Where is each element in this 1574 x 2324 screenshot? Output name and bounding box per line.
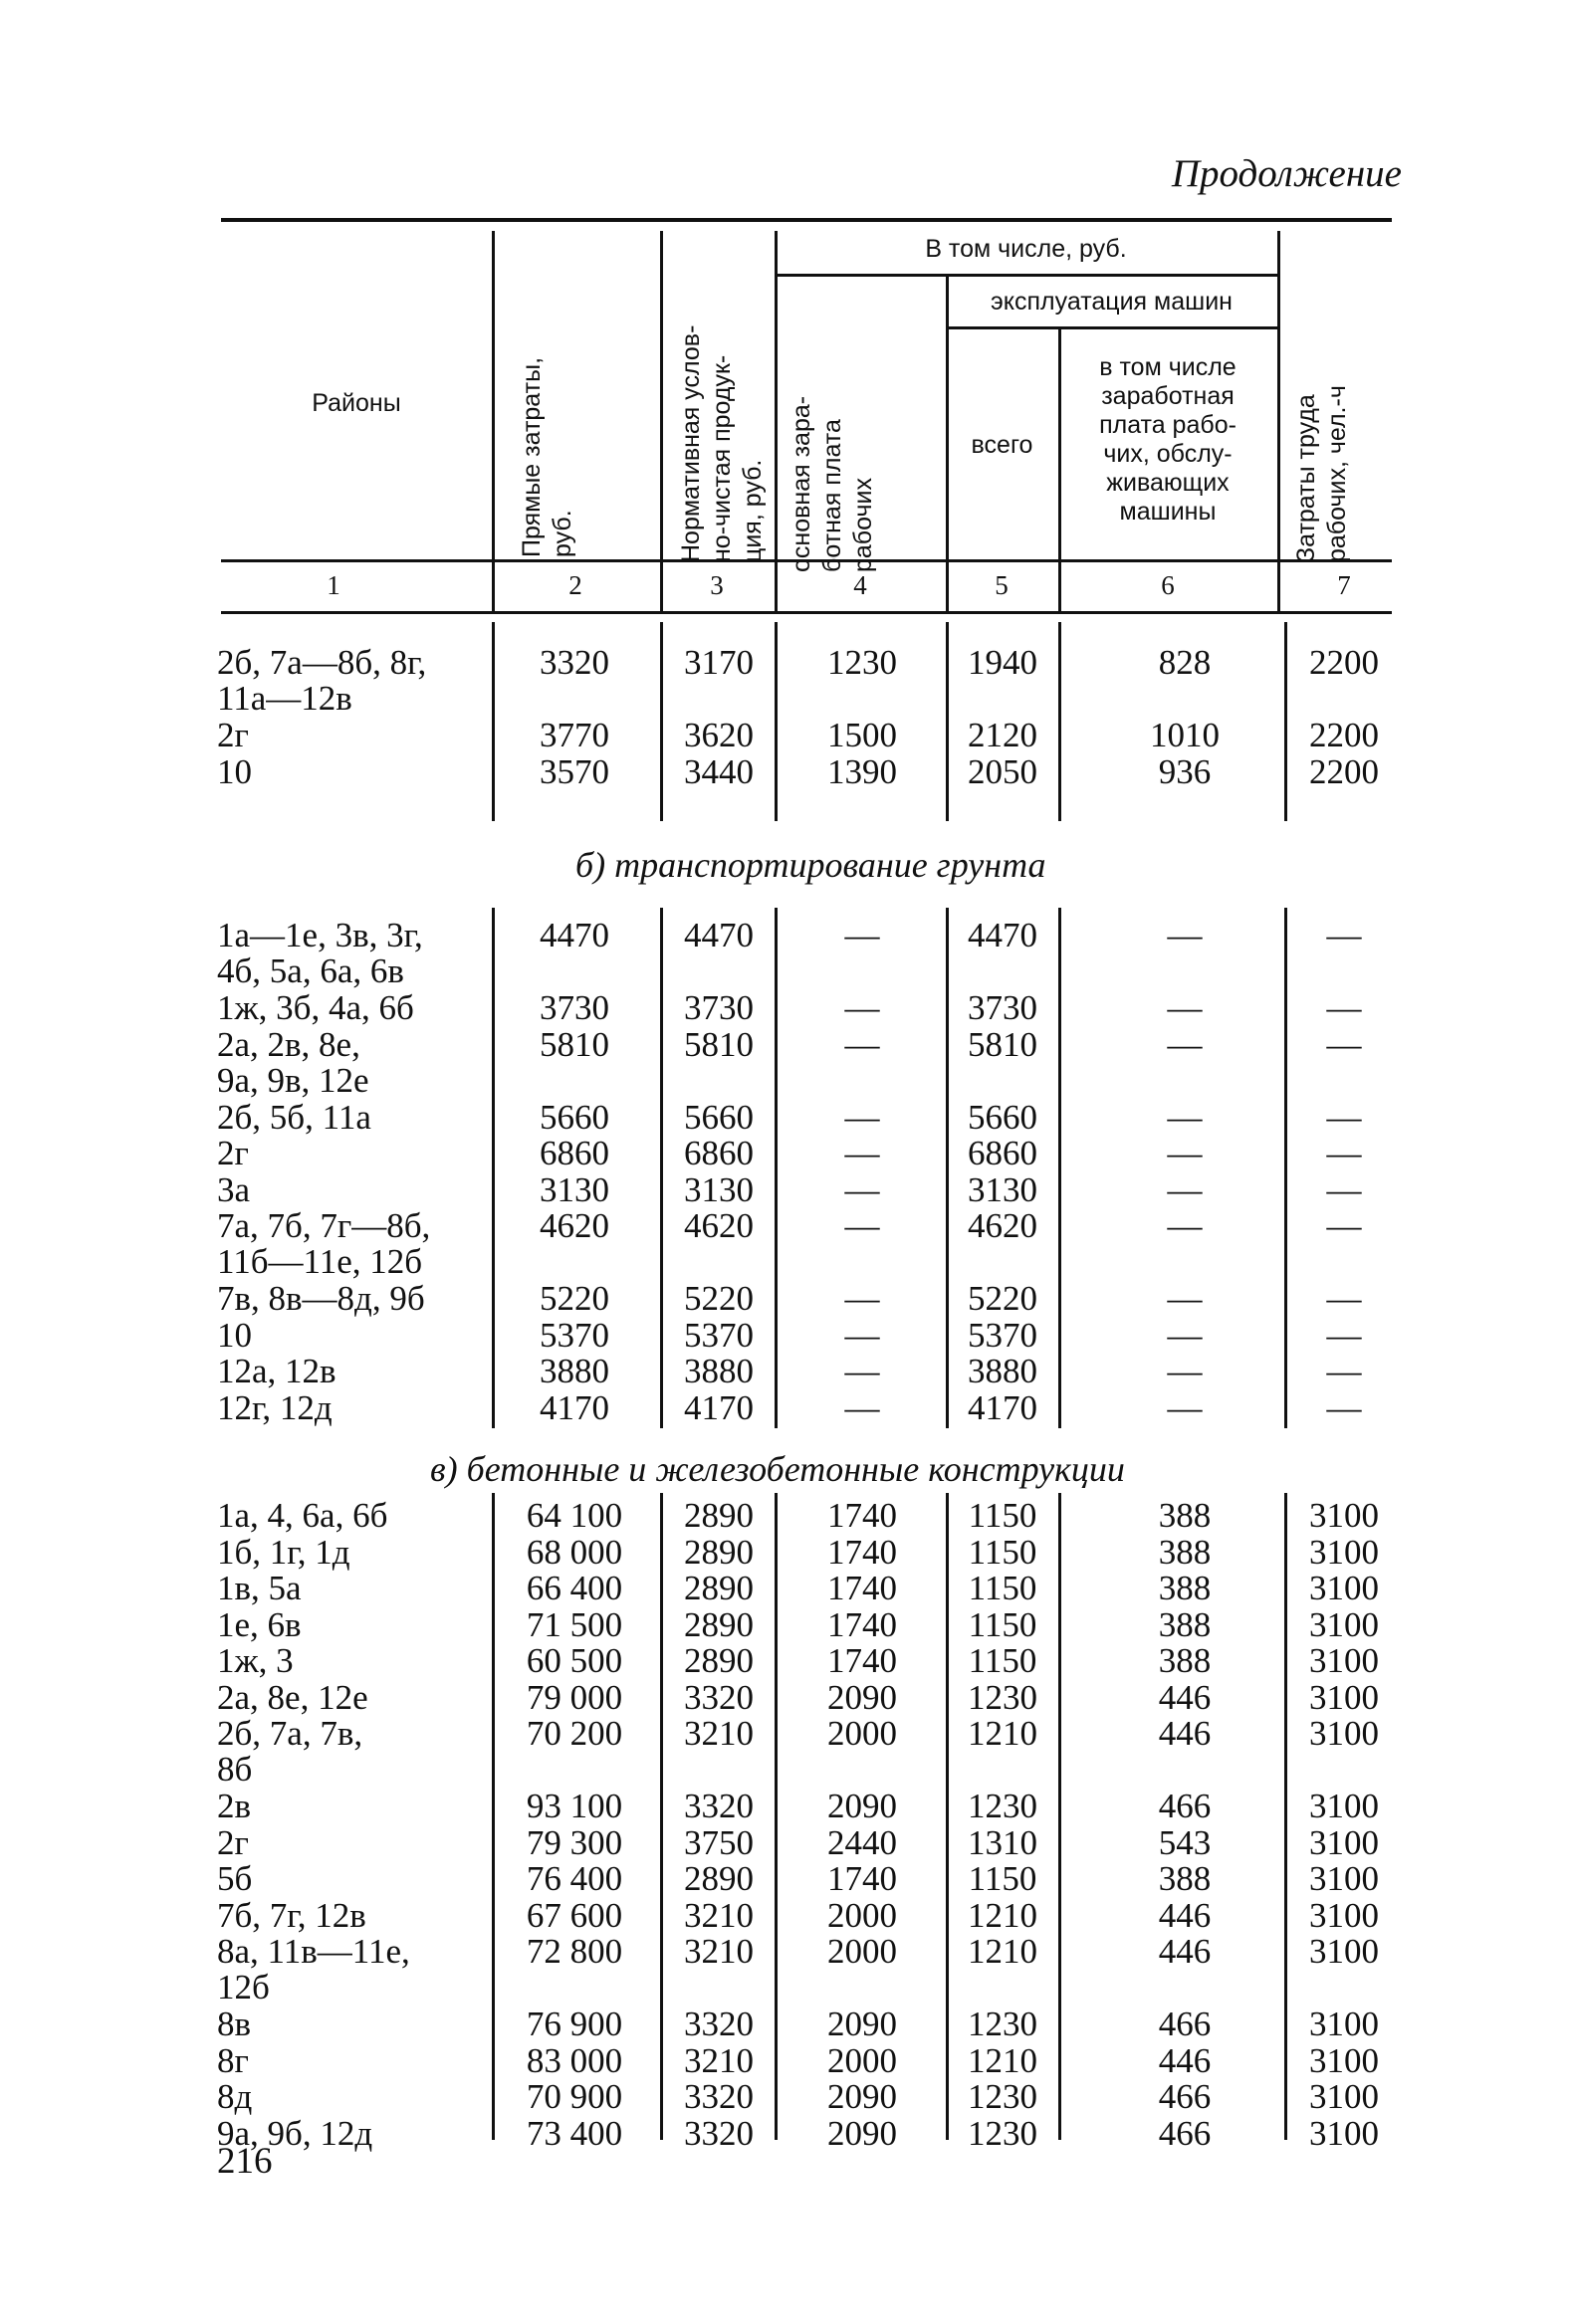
table-cell: 388 [1158, 1641, 1212, 1680]
table-cell: 3100 [1309, 1677, 1379, 1717]
table-cell: — [844, 1315, 880, 1355]
row-label: 2а, 2в, 8е, 9а, 9в, 12е [217, 1024, 369, 1100]
table-cell: 70 200 [526, 1714, 623, 1753]
table-cell: 388 [1158, 1859, 1212, 1898]
table-cell: — [1167, 1134, 1203, 1172]
table-cell: — [1326, 1206, 1362, 1245]
table-cell: 2090 [827, 1677, 897, 1717]
table-cell: — [1167, 916, 1203, 954]
table-cell: 3320 [684, 1677, 754, 1717]
table-cell: 3730 [684, 988, 754, 1027]
table-cell: 1310 [968, 1822, 1037, 1862]
body-c-divider-3 [775, 1493, 778, 2140]
table-cell: 2090 [827, 1787, 897, 1825]
table-cell: 79 300 [526, 1822, 623, 1862]
row-label: 2в [217, 1787, 252, 1825]
table-cell: 3100 [1309, 2005, 1379, 2043]
row-label: 12а, 12в [217, 1352, 337, 1390]
body-b-divider-3 [775, 908, 778, 1428]
table-cell: — [1326, 1279, 1362, 1318]
table-cell: 4470 [684, 916, 754, 954]
table-cell: 3130 [540, 1169, 609, 1209]
table-cell: 83 000 [526, 2040, 623, 2080]
body-a-divider-5 [1058, 622, 1061, 821]
colnum-1: 1 [327, 570, 340, 600]
row-label: 1а, 4, 6а, 6б [217, 1496, 388, 1535]
header-base-wages: основная зара- ботная плата рабочих [787, 395, 877, 572]
table-cell: 2890 [684, 1496, 754, 1535]
table-cell: 5220 [684, 1279, 754, 1318]
table-cell: 2890 [684, 1569, 754, 1607]
table-cell: 3320 [684, 2077, 754, 2116]
table-cell: — [844, 1134, 880, 1172]
table-cell: 5220 [968, 1279, 1037, 1318]
table-cell: 1740 [827, 1604, 897, 1644]
section-b-title: б) транспортирование грунта [575, 845, 1046, 885]
table-cell: 388 [1158, 1604, 1212, 1644]
table-cell: 3170 [684, 643, 754, 682]
table-cell: 3100 [1309, 1859, 1379, 1898]
table-cell: 3130 [684, 1169, 754, 1209]
table-cell: — [844, 1097, 880, 1137]
table-cell: 446 [1158, 1677, 1212, 1717]
colnum-3: 3 [710, 570, 724, 600]
table-cell: — [844, 916, 880, 954]
table-cell: 1740 [827, 1641, 897, 1680]
row-label: 2б, 7а—8б, 8г, 11а—12в [217, 643, 427, 718]
colnum-6: 6 [1161, 570, 1175, 600]
table-cell: 1740 [827, 1569, 897, 1607]
row-label: 8г [217, 2040, 249, 2080]
table-cell: 3320 [684, 1787, 754, 1825]
table-cell: 1500 [827, 716, 897, 754]
table-cell: 3570 [540, 751, 609, 791]
table-cell: — [1167, 1387, 1203, 1427]
table-cell: 3210 [684, 1714, 754, 1753]
table-cell: 2120 [968, 716, 1037, 754]
table-cell: 68 000 [526, 1532, 623, 1572]
table-cell: 72 800 [526, 1932, 623, 1971]
table-cell: 6860 [684, 1134, 754, 1172]
table-cell: 3880 [968, 1352, 1037, 1390]
table-cell: 3100 [1309, 1822, 1379, 1862]
table-cell: 1150 [968, 1641, 1037, 1680]
table-cell: 3100 [1309, 1932, 1379, 1971]
table-cell: 3880 [684, 1352, 754, 1390]
table-cell: 3100 [1309, 1641, 1379, 1680]
table-cell: 1230 [968, 1787, 1037, 1825]
body-c-divider-5 [1058, 1493, 1061, 2140]
table-cell: 3440 [684, 751, 754, 791]
table-cell: — [1326, 988, 1362, 1027]
table-cell: 3620 [684, 716, 754, 754]
table-cell: 3320 [684, 2005, 754, 2043]
row-label: 1а—1е, 3в, 3г, 4б, 5а, 6а, 6в [217, 916, 423, 990]
row-label: 10 [217, 751, 252, 791]
table-cell: 1010 [1150, 716, 1220, 754]
table-cell: 5370 [684, 1315, 754, 1355]
subgroup-rule [946, 326, 1277, 329]
table-cell: 70 900 [526, 2077, 623, 2116]
table-cell: 466 [1158, 2005, 1212, 2043]
row-label: 8а, 11в—11е, 12б [217, 1932, 410, 2007]
table-cell: 1230 [827, 643, 897, 682]
table-cell: — [1326, 1387, 1362, 1427]
table-cell: 446 [1158, 1932, 1212, 1971]
table-cell: 1150 [968, 1859, 1037, 1898]
table-cell: 3210 [684, 2040, 754, 2080]
table-cell: 1150 [968, 1532, 1037, 1572]
table-cell: 1740 [827, 1532, 897, 1572]
table-cell: 67 600 [526, 1895, 623, 1935]
table-cell: 4620 [968, 1206, 1037, 1245]
row-label: 1е, 6в [217, 1604, 302, 1644]
row-label: 7а, 7б, 7г—8б, 11б—11е, 12б [217, 1206, 431, 1281]
table-cell: 4170 [540, 1387, 609, 1427]
table-cell: 466 [1158, 1787, 1212, 1825]
table-cell: 3880 [540, 1352, 609, 1390]
table-cell: — [1326, 1315, 1362, 1355]
table-cell: 4620 [684, 1206, 754, 1245]
table-cell: 3210 [684, 1932, 754, 1971]
table-cell: — [1326, 1169, 1362, 1209]
table-cell: — [844, 1387, 880, 1427]
header-machine-operation: эксплуатация машин [991, 288, 1233, 316]
table-cell: 2890 [684, 1532, 754, 1572]
header-divider-3 [775, 231, 778, 611]
table-cell: — [1326, 1134, 1362, 1172]
table-cell: — [1167, 988, 1203, 1027]
table-cell: — [844, 1206, 880, 1245]
colnum-5: 5 [995, 570, 1009, 600]
table-cell: 446 [1158, 2040, 1212, 2080]
header-divider-2 [660, 231, 663, 611]
table-cell: — [1326, 1097, 1362, 1137]
table-cell: 2000 [827, 1895, 897, 1935]
table-cell: 1230 [968, 2113, 1037, 2153]
table-cell: 3100 [1309, 1532, 1379, 1572]
row-label: 2а, 8е, 12е [217, 1677, 368, 1717]
colnum-4: 4 [853, 570, 867, 600]
table-cell: 1150 [968, 1569, 1037, 1607]
body-a-divider-3 [775, 622, 778, 821]
table-cell: 936 [1158, 751, 1212, 791]
table-cell: — [1167, 1206, 1203, 1245]
table-cell: 828 [1158, 643, 1212, 682]
row-label: 5б [217, 1859, 253, 1898]
table-cell: 2000 [827, 1714, 897, 1753]
table-cell: 466 [1158, 2113, 1212, 2153]
colnum-7: 7 [1337, 570, 1351, 600]
table-cell: 4620 [540, 1206, 609, 1245]
table-cell: 1230 [968, 1677, 1037, 1717]
row-label: 1ж, 3б, 4а, 6б [217, 988, 414, 1027]
page-number: 216 [217, 2141, 273, 2182]
table-cell: 5660 [684, 1097, 754, 1137]
row-label: 2г [217, 1822, 249, 1862]
row-label: 3а [217, 1169, 251, 1209]
table-cell: 1150 [968, 1496, 1037, 1535]
table-cell: 1150 [968, 1604, 1037, 1644]
table-cell: 388 [1158, 1532, 1212, 1572]
top-rule [221, 218, 1392, 222]
table-cell: 3100 [1309, 1569, 1379, 1607]
header-divider-6 [1277, 231, 1280, 611]
table-cell: 446 [1158, 1714, 1212, 1753]
table-cell: 3750 [684, 1822, 754, 1862]
header-machine-wages: в том числе заработная плата рабо- чих, обслу- живающих машины [1099, 353, 1237, 526]
table-cell: — [1326, 916, 1362, 954]
table-cell: — [1167, 1169, 1203, 1209]
table-cell: 3100 [1309, 1895, 1379, 1935]
table-cell: 3730 [968, 988, 1037, 1027]
table-cell: 1210 [968, 1714, 1037, 1753]
table-cell: 3100 [1309, 1714, 1379, 1753]
header-including-group: В том числе, руб. [925, 235, 1127, 263]
table-cell: — [1326, 1024, 1362, 1064]
header-normative-product: Нормативная услов- но-чистая продук- ция, руб. [677, 324, 767, 562]
table-cell: 6860 [968, 1134, 1037, 1172]
table-cell: 2890 [684, 1859, 754, 1898]
table-cell: 388 [1158, 1496, 1212, 1535]
table-cell: — [844, 1352, 880, 1390]
header-labor-costs: Затраты труда рабочих, чел.-ч [1292, 385, 1351, 562]
row-label: 2г [217, 716, 249, 754]
table-cell: 76 400 [526, 1859, 623, 1898]
table-cell: 2090 [827, 2113, 897, 2153]
header-divider-1 [492, 231, 495, 611]
table-cell: 60 500 [526, 1641, 623, 1680]
row-label: 2б, 5б, 11а [217, 1097, 371, 1137]
table-cell: 2000 [827, 2040, 897, 2080]
row-label: 10 [217, 1315, 252, 1355]
table-cell: 2090 [827, 2077, 897, 2116]
table-cell: 4170 [684, 1387, 754, 1427]
table-cell: 5370 [968, 1315, 1037, 1355]
table-cell: — [1167, 1097, 1203, 1137]
table-cell: 2000 [827, 1932, 897, 1971]
header-regions: Районы [312, 389, 401, 417]
table-cell: 5660 [968, 1097, 1037, 1137]
table-cell: 2890 [684, 1641, 754, 1680]
table-cell: 4470 [968, 916, 1037, 954]
table-cell: 1390 [827, 751, 897, 791]
colnum-2: 2 [568, 570, 582, 600]
table-cell: 446 [1158, 1895, 1212, 1935]
table-cell: 5810 [968, 1024, 1037, 1064]
body-b-divider-2 [660, 908, 663, 1428]
table-cell: 6860 [540, 1134, 609, 1172]
table-cell: — [844, 1169, 880, 1209]
table-cell: — [1167, 1352, 1203, 1390]
table-cell: 76 900 [526, 2005, 623, 2043]
table-cell: 1210 [968, 1895, 1037, 1935]
numbers-bottom-rule [221, 611, 1392, 614]
header-direct-costs: Прямые затраты, руб. [518, 356, 576, 557]
table-cell: 2050 [968, 751, 1037, 791]
table-cell: 3770 [540, 716, 609, 754]
table-cell: 1740 [827, 1859, 897, 1898]
row-label: 1ж, 3 [217, 1641, 294, 1680]
row-label: 1б, 1г, 1д [217, 1532, 350, 1572]
table-cell: 5370 [540, 1315, 609, 1355]
row-label: 2г [217, 1134, 249, 1172]
table-cell: — [844, 1024, 880, 1064]
table-cell: 5660 [540, 1097, 609, 1137]
table-cell: 3100 [1309, 2077, 1379, 2116]
continuation-label: Продолжение [1171, 152, 1402, 195]
table-cell: 2890 [684, 1604, 754, 1644]
table-cell: 3210 [684, 1895, 754, 1935]
table-cell: 4470 [540, 916, 609, 954]
table-cell: 71 500 [526, 1604, 623, 1644]
table-cell: — [1167, 1315, 1203, 1355]
table-cell: 3100 [1309, 1496, 1379, 1535]
table-cell: — [1167, 1024, 1203, 1064]
table-cell: 1740 [827, 1496, 897, 1535]
table-cell: 3100 [1309, 1604, 1379, 1644]
table-cell: 5220 [540, 1279, 609, 1318]
row-label: 7б, 7г, 12в [217, 1895, 366, 1935]
table-cell: 1940 [968, 643, 1037, 682]
table-cell: 5810 [684, 1024, 754, 1064]
table-cell: 388 [1158, 1569, 1212, 1607]
table-cell: 1230 [968, 2005, 1037, 2043]
table-cell: 79 000 [526, 1677, 623, 1717]
table-cell: 1210 [968, 1932, 1037, 1971]
row-label: 8в [217, 2005, 252, 2043]
table-cell: 3100 [1309, 2113, 1379, 2153]
body-c-divider-2 [660, 1493, 663, 2140]
table-cell: 93 100 [526, 1787, 623, 1825]
table-cell: 2440 [827, 1822, 897, 1862]
group-rule [775, 274, 1277, 277]
row-label: 8д [217, 2077, 253, 2116]
table-cell: 543 [1158, 1822, 1212, 1862]
table-cell: 466 [1158, 2077, 1212, 2116]
table-cell: 3100 [1309, 2040, 1379, 2080]
table-cell: 2090 [827, 2005, 897, 2043]
table-cell: 2200 [1309, 716, 1379, 754]
row-label: 2б, 7а, 7в, 8б [217, 1714, 363, 1789]
table-cell: 2200 [1309, 643, 1379, 682]
table-cell: 4170 [968, 1387, 1037, 1427]
table-cell: 3100 [1309, 1787, 1379, 1825]
table-cell: 3320 [540, 643, 609, 682]
section-c-title: в) бетонные и железобетонные конструкции [430, 1449, 1125, 1489]
table-cell: 73 400 [526, 2113, 623, 2153]
table-cell: — [844, 1279, 880, 1318]
row-label: 1в, 5а [217, 1569, 302, 1607]
table-cell: 64 100 [526, 1496, 623, 1535]
table-cell: 3730 [540, 988, 609, 1027]
table-cell: 3320 [684, 2113, 754, 2153]
table-cell: — [844, 988, 880, 1027]
table-cell: 1230 [968, 2077, 1037, 2116]
header-total: всего [971, 431, 1033, 459]
table-cell: 3130 [968, 1169, 1037, 1209]
body-b-divider-5 [1058, 908, 1061, 1428]
table-cell: 2200 [1309, 751, 1379, 791]
table-cell: 5810 [540, 1024, 609, 1064]
table-cell: 66 400 [526, 1569, 623, 1607]
row-label: 9а, 9б, 12д [217, 2113, 373, 2153]
row-label: 7в, 8в—8д, 9б [217, 1279, 425, 1318]
table-cell: — [1326, 1352, 1362, 1390]
row-label: 12г, 12д [217, 1387, 333, 1427]
table-cell: — [1167, 1279, 1203, 1318]
table-cell: 1210 [968, 2040, 1037, 2080]
body-a-divider-2 [660, 622, 663, 821]
